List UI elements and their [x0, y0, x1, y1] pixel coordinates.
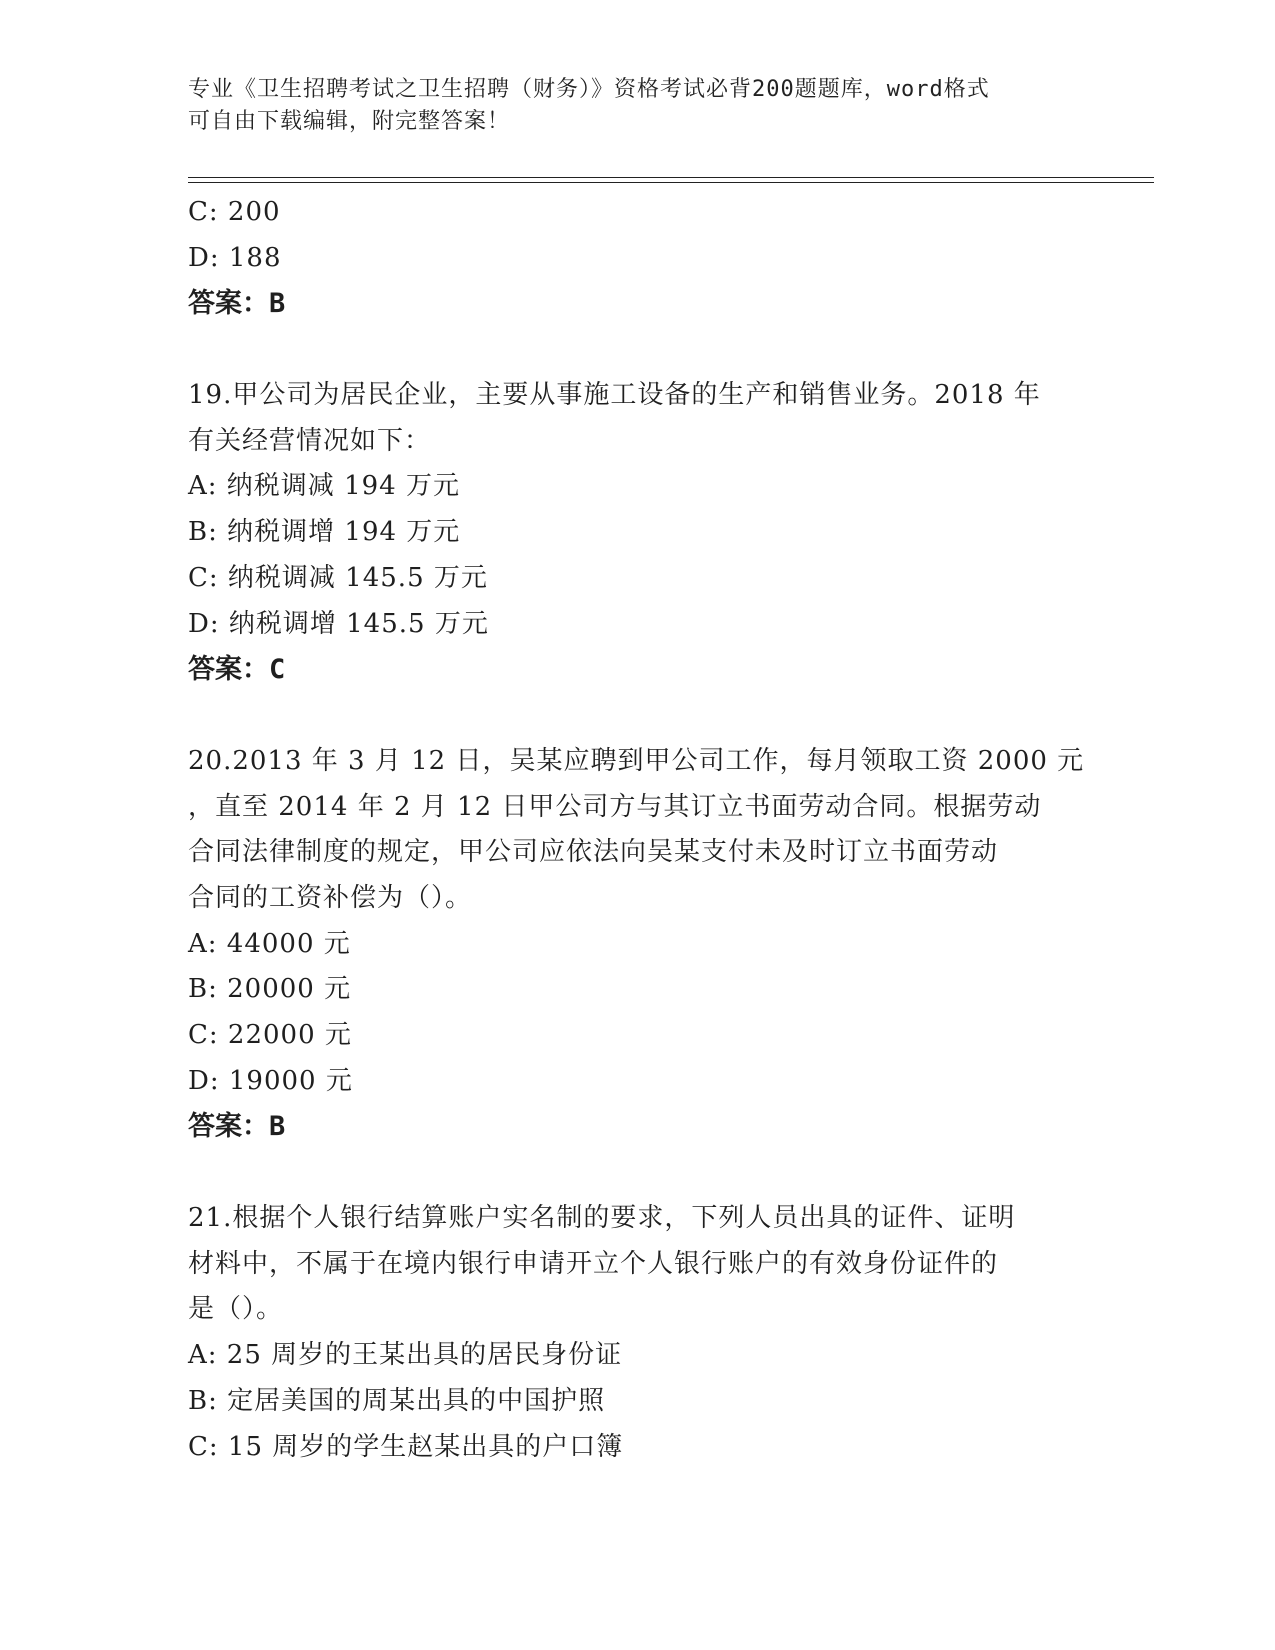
header-divider: [188, 177, 1154, 183]
spacer: [188, 693, 1088, 739]
spacer: [188, 327, 1088, 373]
option-b: B: 纳税调增 194 万元: [188, 517, 461, 548]
option-c: C: 15 周岁的学生赵某出具的户口簿: [188, 1431, 624, 1462]
option-c: C: 200: [188, 197, 281, 227]
option-d: D: 19000 元: [188, 1065, 353, 1096]
header-title-line-1: 专业《卫生招聘考试之卫生招聘（财务）》资格考试必背200题题库，word格式: [188, 77, 990, 102]
document-header: [188, 74, 1088, 138]
question-text-line: 19.甲公司为居民企业，主要从事施工设备的生产和销售业务。2018 年: [188, 380, 1041, 411]
option-a: A: 纳税调减 194 万元: [188, 471, 460, 502]
document-body: [188, 190, 1088, 1470]
option-c: C: 纳税调减 145.5 万元: [188, 562, 488, 593]
question-21: [188, 1196, 1088, 1470]
option-b: B: 20000 元: [188, 974, 352, 1005]
question-text-line: 合同的工资补偿为（）。: [188, 882, 473, 913]
question-text-line: 是（）。: [188, 1294, 284, 1325]
question-20: [188, 739, 1088, 1150]
option-a: A: 25 周岁的王某出具的居民身份证: [188, 1340, 623, 1371]
question-text-line: ，直至 2014 年 2 月 12 日甲公司方与其订立书面劳动合同。根据劳动: [188, 791, 1042, 822]
option-c: C: 22000 元: [188, 1020, 352, 1050]
option-a: A: 44000 元: [188, 928, 351, 959]
answer-line: 答案：B: [188, 1111, 286, 1143]
spacer: [188, 1150, 1088, 1196]
question-text-line: 合同法律制度的规定，甲公司应依法向吴某支付未及时订立书面劳动: [188, 837, 999, 868]
header-title-line-2: 可自由下载编辑，附完整答案！: [188, 109, 511, 134]
question-text-line: 20.2013 年 3 月 12 日，吴某应聘到甲公司工作，每月领取工资 2000 元: [188, 745, 1085, 776]
question-text-line: 有关经营情况如下：: [188, 425, 432, 456]
option-d: D: 188: [188, 242, 282, 273]
answer-line: 答案：B: [188, 288, 286, 320]
question-text-line: 材料中，不属于在境内银行申请开立个人银行账户的有效身份证件的: [188, 1248, 999, 1279]
option-b: B: 定居美国的周某出具的中国护照: [188, 1385, 606, 1416]
answer-line: 答案：C: [188, 654, 286, 686]
previous-question-tail: [188, 190, 1088, 327]
question-text-line: 21.根据个人银行结算账户实名制的要求，下列人员出具的证件、证明: [188, 1203, 1016, 1234]
question-19: [188, 373, 1088, 693]
option-d: D: 纳税调增 145.5 万元: [188, 608, 489, 639]
